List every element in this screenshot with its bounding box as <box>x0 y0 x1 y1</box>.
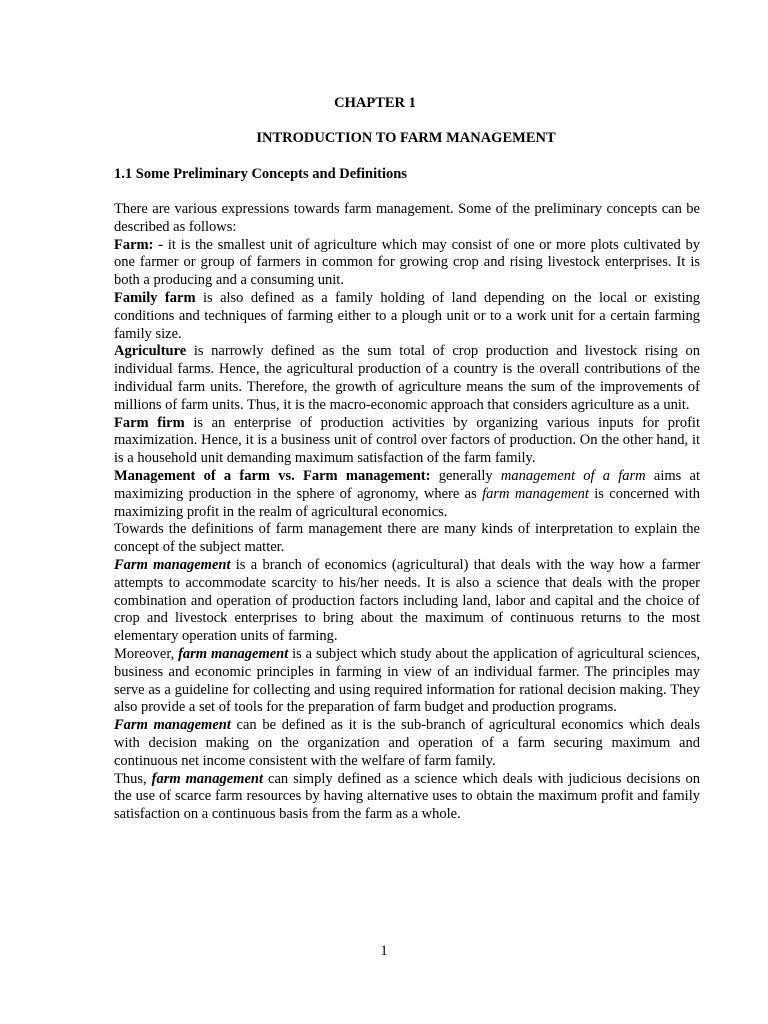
lead-thus: Thus, <box>114 770 152 787</box>
term-fm-branch: Farm management <box>114 556 231 573</box>
term-farm-firm: Farm firm <box>114 414 185 431</box>
definition-management-vs-2: aims at maximizing production in the sphere of agronomy, where as <box>114 467 700 502</box>
term-fm-defined: Farm management <box>114 717 231 734</box>
definition-farm-firm: is an enterprise of production activities by organizing various inputs for profit maximization. Hence, it is a business unit of control over factors of production. On the other hand, it is a household unit demanding maximum satisfaction of the farm family. <box>114 414 700 467</box>
chapter-title: INTRODUCTION TO FARM MANAGEMENT <box>256 130 556 146</box>
definition-fm-branch: is a branch of economics (agricultural) that deals with the way how a farmer attempts to accommodate scarcity to his/her needs. It is also a science that deals with the proper combination and operation of production factors including land, labor and capital and the choice of crop and livestock enterprises to bring about the maximum of continuous returns to the most elementary operation units of farming. <box>114 556 700 645</box>
lead-moreover: Moreover, <box>114 645 179 662</box>
paragraph-management-vs <box>114 468 700 521</box>
paragraph-farm <box>114 237 700 290</box>
italic-farm-management: farm management <box>482 485 589 502</box>
body-text <box>114 201 700 824</box>
paragraph-towards: Towards the definitions of farm management there are many kinds of interpretation to explain the concept of the subject matter. <box>114 521 700 556</box>
page-number: 1 <box>380 943 388 959</box>
term-management-vs: Management of a farm vs. Farm management: <box>114 467 431 484</box>
definition-family-farm: is also defined as a family holding of land depending on the local or existing conditions and techniques of farming either to a plough unit or to a work unit for a certain farming family size. <box>114 289 700 342</box>
italic-management-of-a-farm: management of a farm <box>500 467 646 484</box>
term-agriculture: Agriculture <box>114 343 187 360</box>
term-moreover: farm management <box>178 645 289 662</box>
term-family-farm: Family farm <box>114 289 196 306</box>
paragraph-farm-firm <box>114 415 700 468</box>
definition-management-vs-3: is concerned with maximizing profit in the realm of agricultural economics. <box>114 485 700 520</box>
paragraph-agriculture <box>114 343 700 414</box>
paragraph-fm-defined <box>114 717 700 770</box>
paragraph-intro: There are various expressions towards farm management. Some of the preliminary concepts can be described as follows: <box>114 201 700 235</box>
definition-farm: it is the smallest unit of agriculture which may consist of one or more plots cultivated by one farmer or group of farmers in common for growing crop and rising livestock enterprises. It is both a producing and a consuming unit. <box>114 236 701 289</box>
definition-fm-defined: can be defined as it is the sub-branch of agricultural economics which deals with decision making on the organization and operation of a farm securing maximum and continuous net income consistent with the welfare of farm family. <box>114 717 700 769</box>
term-thus: farm management <box>151 770 263 787</box>
chapter-label: CHAPTER 1 <box>334 95 416 111</box>
term-farm: Farm: - <box>114 236 164 253</box>
paragraph-family-farm <box>114 290 700 343</box>
paragraph-thus <box>114 771 700 824</box>
definition-moreover: is a subject which study about the application of agricultural sciences, business and economic principles in farming in view of an individual farmer. The principles may serve as a guideline for collecting and using required information for rational decision making. They also provide a set of tools for the preparation of farm budget and production programs. <box>114 645 700 716</box>
paragraph-moreover <box>114 646 700 717</box>
definition-thus: can simply defined as a science which deals with judicious decisions on the use of scarce farm resources by having alternative uses to obtain the maximum profit and family satisfaction on a continuous basis from the farm as a whole. <box>114 770 701 823</box>
paragraph-fm-branch <box>114 557 700 646</box>
section-heading: 1.1 Some Preliminary Concepts and Definitions <box>114 166 407 182</box>
definition-management-vs-1: generally <box>430 467 501 484</box>
definition-agriculture: is narrowly defined as the sum total of crop production and livestock rising on individual farms. Hence, the agricultural production of a country is the overall contributions of the individual farm units. Therefore, the growth of agriculture means the sum of the improvements of millions of farm units. Thus, it is the macro-economic approach that considers agriculture as a unit. <box>114 343 700 413</box>
